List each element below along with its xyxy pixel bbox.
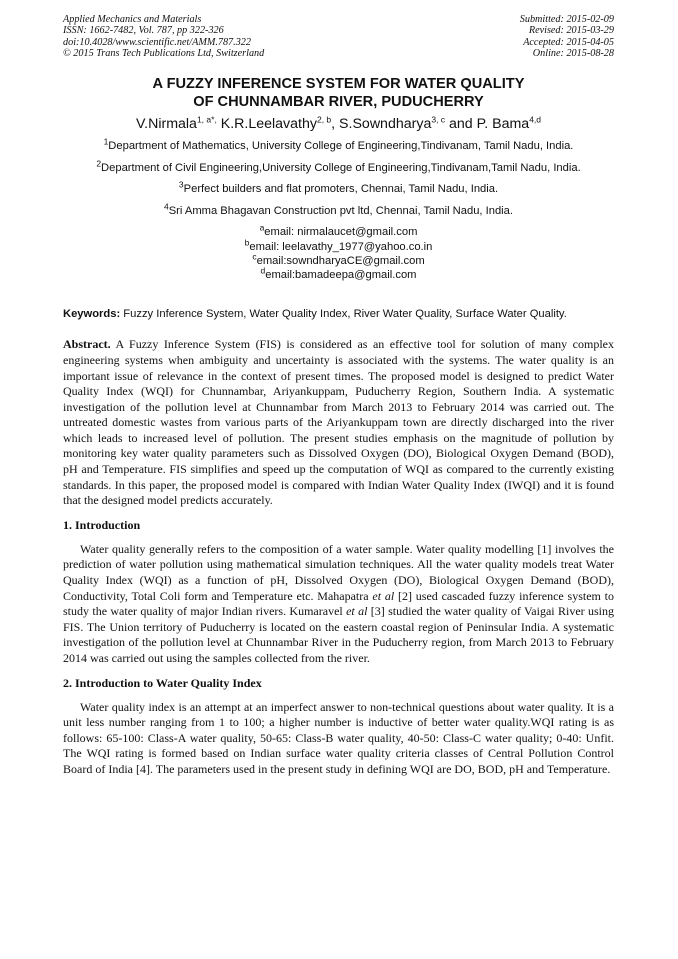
- affiliation: [63, 136, 614, 153]
- publication-header: [63, 14, 614, 59]
- affiliation: [63, 157, 614, 175]
- keywords-text: Fuzzy Inference System, Water Quality Index, River Water Quality, Surface Water Quality.: [120, 307, 567, 320]
- intro-text-part: [2] used cascaded fuzzy inference system to study the water quality of major Indian rivers. Kumaravel: [63, 588, 614, 619]
- intro-etal: et al: [372, 588, 395, 603]
- author-list: [63, 115, 614, 134]
- copyright-line: © 2015 Trans Tech Publications Ltd, Switzerland: [63, 47, 265, 59]
- abstract-label: Abstract.: [63, 337, 111, 352]
- online-date: Online: 2015-08-28: [532, 47, 614, 59]
- wqi-paragraph: Water quality index is an attempt at an imperfect answer to non-technical questions about water quality. It is a unit less number ranging from 1 to 100; a higher number is inductive of better water quality.WQI rating is as follows: 65-100: Class-A water quality, 50-65: Class-B water quality, 40-50: Class-C water quality; 0-40: Unfit. The WQI rating is formed based on Indian surface water quality criteria classes of Central Pollution Control Board of India [4]. The parameters used in the present study in defining WQI are DO, BOD, pH and Temperature.: [63, 699, 614, 776]
- affiliation-sup: 2: [96, 157, 102, 168]
- email-line: [63, 265, 614, 282]
- intro-etal: et al: [346, 604, 368, 619]
- affiliation-list: [63, 136, 614, 218]
- email-line: [63, 222, 614, 239]
- email-text: email: leelavathy_1977@yahoo.co.in: [249, 240, 433, 253]
- dates-info: [520, 14, 614, 59]
- journal-name: Applied Mechanics and Materials: [63, 14, 202, 25]
- email-sup: a: [259, 222, 265, 233]
- author-name: V.Nirmala: [135, 116, 197, 133]
- author-name: K.R.Leelavathy: [216, 116, 317, 133]
- affiliation-sup: 4: [163, 200, 169, 211]
- keywords-label: Keywords:: [63, 307, 121, 320]
- section-heading-wqi: 2. Introduction to Water Quality Index: [63, 675, 262, 690]
- issn-line: ISSN: 1662-7482, Vol. 787, pp 322-326: [63, 25, 224, 37]
- intro-text-part: Water quality generally refers to the composition of a water sample. Water quality modelling [1] involves the prediction of water pollution using mathematical simulation techniques. All the water quality models treat Water Quality Index (WQI) as a function of pH, Dissolved Oxygen (DO), Biological Oxygen Demand (BOD), Conductivity, Total Coli form and Temperature etc. Mahapatra: [63, 541, 614, 603]
- author-name: and P. Bama: [445, 116, 530, 133]
- email-sup: c: [252, 251, 257, 262]
- journal-info: [63, 14, 264, 59]
- affiliation-text: Sri Amma Bhagavan Construction pvt ltd, Chennai, Tamil Nadu, India.: [168, 204, 514, 217]
- title-line-2: OF CHUNNAMBAR RIVER, PUDUCHERRY: [193, 93, 484, 110]
- abstract-paragraph: [63, 337, 614, 509]
- affiliation-sup: 3: [178, 179, 184, 190]
- affiliation: [63, 200, 614, 218]
- abstract-text: A Fuzzy Inference System (FIS) is considered as an effective tool for solution of many complex engineering systems when ambiguity and uncertainty is associated with the systems. The water quality is an important issue of relevance in the context of present times. The proposed model is designed to predict Water Quality Index (WQI) for Chunnambar, Ariyankuppam, Puducherry Region, Southern India. A systematic investigation of the pollution level at Chunnambar from March 2013 to February 2014 was carried out. The untreated domestic wastes from various parts of the Ariyankuppam town are directly discharged into the river which leads to increased level of pollution. The present studies emphasis on the magnitude of pollution by monitoring key water quality parameters such as Dissolved Oxygen (DO), Biological Oxygen Demand (BOD), pH and Temperature. FIS simplifies and speed up the computation of WQI as compared to the currently existing standards. In this paper, the proposed model is compared with Indian Water Quality Index (IWQI) and it is found that the designed model predicts accurately.: [63, 337, 614, 508]
- affiliation-sup: 1: [103, 136, 109, 147]
- introduction-paragraph: [63, 542, 614, 667]
- accepted-date: Accepted: 2015-04-05: [523, 36, 614, 48]
- doi-line: doi:10.4028/www.scientific.net/AMM.787.322: [63, 36, 251, 48]
- email-list: [63, 222, 614, 283]
- author-sup: 3, c: [431, 114, 446, 125]
- affiliation-text: Department of Mathematics, University College of Engineering,Tindivanam, Tamil Nadu, India.: [108, 140, 574, 153]
- email-line: [63, 236, 614, 254]
- affiliation: [63, 179, 614, 196]
- affiliation-text: Perfect builders and flat promoters, Chennai, Tamil Nadu, India.: [183, 183, 499, 196]
- author-sup: 4,d: [529, 114, 542, 125]
- email-sup: d: [260, 265, 266, 276]
- author-sup: 1, a*,: [196, 114, 217, 125]
- affiliation-text: Department of Civil Engineering,University College of Engineering,Tindivanam,Tamil Nadu, India.: [101, 161, 581, 174]
- submitted-date: Submitted: 2015-02-09: [519, 14, 614, 25]
- author-sup: 2, b: [316, 114, 332, 125]
- title-line-1: A FUZZY INFERENCE SYSTEM FOR WATER QUALITY: [152, 76, 525, 93]
- intro-text-part: [3] studied the water quality of Vaigai River using FIS. The Union territory of Puducherry is located on the eastern coastal region of Peninsular India. A systematic investigation of the pollution level at Chunnambar River in the Puducherry region, from March 2013 to February 2014 was carried out using the samples collected from the river.: [63, 604, 614, 665]
- paper-title: [63, 76, 614, 111]
- email-sup: b: [244, 236, 250, 247]
- email-line: [63, 251, 614, 268]
- keywords-paragraph: [63, 307, 614, 322]
- email-text: email: nirmalaucet@gmail.com: [264, 226, 418, 239]
- email-text: email:sowndharyaCE@gmail.com: [256, 255, 425, 267]
- section-heading-introduction: 1. Introduction: [63, 517, 141, 532]
- author-name: , S.Sowndharya: [331, 116, 432, 133]
- revised-date: Revised: 2015-03-29: [528, 25, 614, 37]
- email-text: email:bamadeepa@gmail.com: [265, 269, 417, 282]
